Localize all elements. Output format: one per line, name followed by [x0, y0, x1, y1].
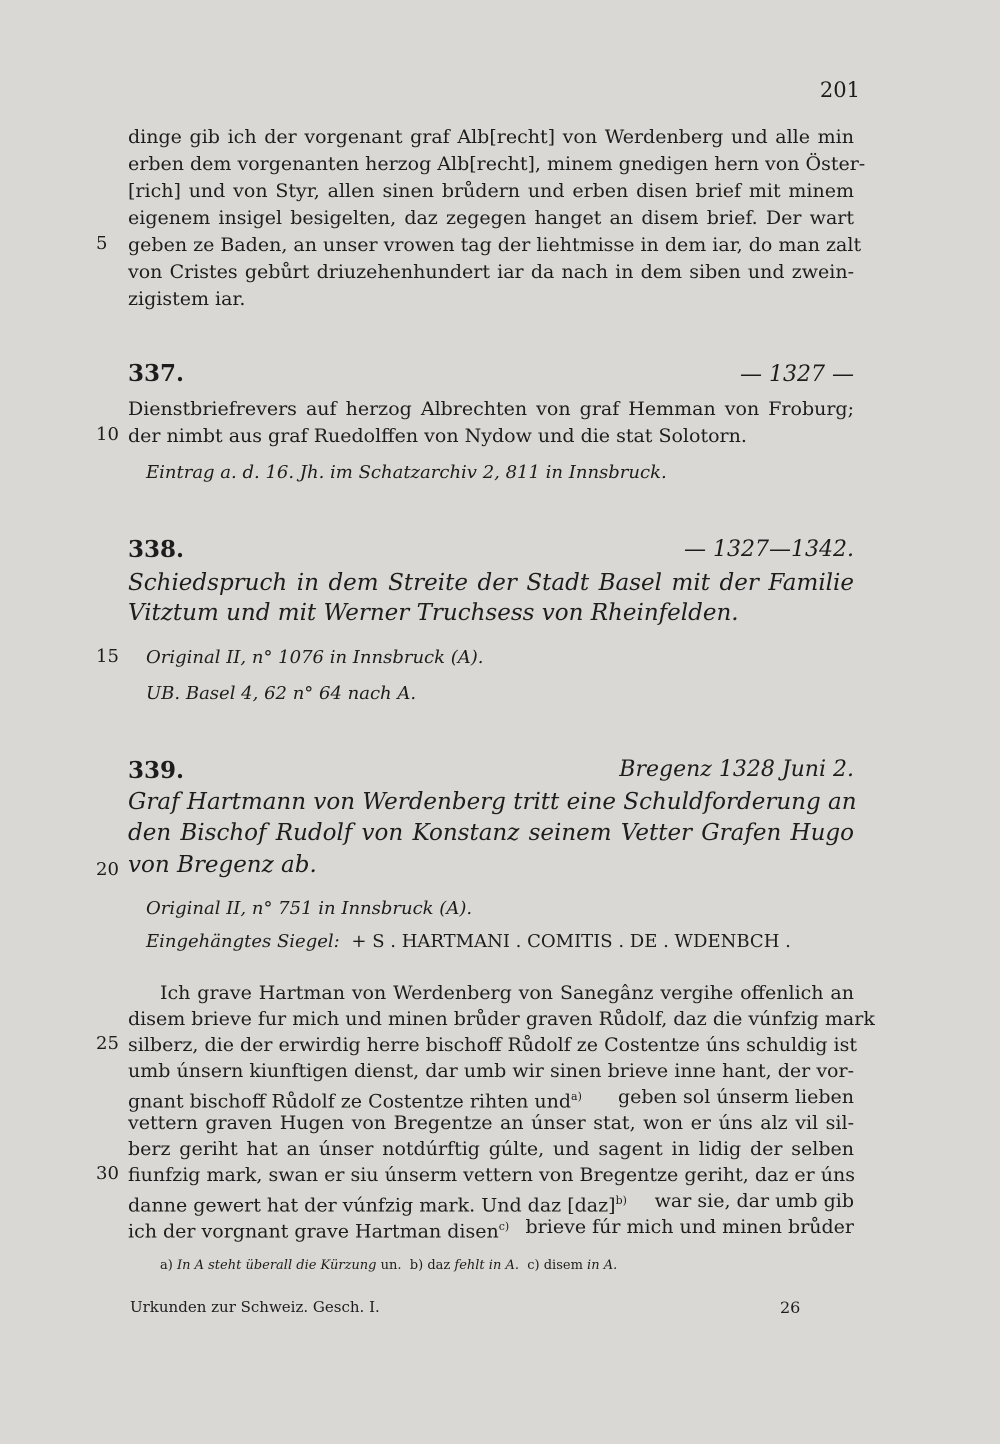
text-line: silberz, die der erwirdig herre bischoff Růdolf ze Costentze úns schuldig ist [128, 1034, 857, 1056]
entry-heading: Vitztum und mit Werner Truchsess von Rheinfelden. [128, 600, 739, 626]
text-line: von Cristes gebůrt driuzehenhundert iar da nach in dem siben und zwein- [128, 261, 854, 283]
footnote-text: In A steht überall die Kürzung [176, 1258, 377, 1273]
line-number: 15 [96, 646, 119, 667]
text-line: vettern graven Hugen von Bregentze an únser stat, won er úns alz vil sil- [128, 1112, 854, 1134]
entry-heading: Graf Hartmann von Werdenberg tritt eine Schuldforderung an [128, 789, 857, 815]
seal-label: Eingehängtes Siegel: [146, 931, 340, 952]
source-note: Eintrag a. d. 16. Jh. im Schatzarchiv 2, 811 in Innsbruck. [146, 462, 667, 483]
line-number: 20 [96, 859, 119, 880]
text-line: der nimbt aus graf Ruedolffen von Nydow und die stat Solotorn. [128, 425, 747, 447]
entry-heading: den Bischof Rudolf von Konstanz seinem Vetter Grafen Hugo [128, 820, 854, 846]
text-line: disem brieve fur mich und minen brůder graven Růdolf, daz die vúnfzig mark [128, 1008, 875, 1030]
source-note: Original II, n° 1076 in Innsbruck (A). [146, 647, 484, 668]
footnote-mark: c) [527, 1258, 540, 1273]
text-segment: geben sol únserm lieben [617, 1086, 854, 1108]
text-segment: ich der vorgnant grave Hartman disen [128, 1220, 499, 1243]
footnote-mark: b) [409, 1258, 424, 1273]
text-line: umb únsern kiunftigen dienst, dar umb wir sinen brieve inne hant, der vor- [128, 1060, 854, 1082]
text-line: geben ze Baden, an unser vrowen tag der liehtmisse in dem iar, do man zalt [128, 234, 862, 256]
text-segment: war sie, dar umb gib [654, 1190, 854, 1212]
text-line: erben dem vorgenanten herzog Alb[recht], minem gnedigen hern von Öster- [128, 153, 866, 175]
footnote-mark: a) [160, 1258, 173, 1273]
text-segment: brieve fúr mich und minen brůder [525, 1216, 854, 1238]
entry-number: 338. [128, 536, 185, 563]
note-mark: c) [498, 1220, 510, 1233]
entry-date: — 1327—1342. [684, 537, 854, 562]
text-line: Dienstbriefrevers auf herzog Albrechten von graf Hemman von Froburg; [128, 398, 854, 420]
footnote-word: un. [380, 1258, 402, 1273]
note-mark: b) [615, 1194, 627, 1207]
text-line-with-note [128, 1214, 854, 1244]
text-line: berz geriht hat an únser notdúrftig gúlte, und sagent in lidig der selben [128, 1138, 854, 1160]
text-line: [rich] und von Styr, allen sinen brůdern und erben disen brief mit minem [128, 180, 854, 202]
note-mark: a) [571, 1090, 582, 1103]
seal-note [146, 931, 791, 952]
entry-heading: von Bregenz ab. [128, 852, 317, 878]
text-segment: danne gewert hat der vúnfzig mark. Und daz [daz] [128, 1194, 616, 1217]
entry-heading: Schiedspruch in dem Streite der Stadt Basel mit der Familie [128, 570, 854, 596]
entry-date: Bregenz 1328 Juni 2. [619, 757, 854, 782]
footnotes [160, 1258, 617, 1273]
text-line: fiunfzig mark, swan er siu únserm vettern von Bregentze geriht, daz er úns [128, 1164, 855, 1186]
page-number: 201 [819, 78, 860, 102]
source-note: UB. Basel 4, 62 n° 64 nach A. [146, 683, 417, 704]
signature-number: 26 [780, 1298, 801, 1317]
text-line: zigistem iar. [128, 288, 246, 310]
line-number: 30 [96, 1163, 119, 1184]
footnote-word: daz [427, 1258, 451, 1273]
text-segment: gnant bischoff Růdolf ze Costentze rihten und [128, 1090, 572, 1113]
entry-number: 337. [128, 360, 185, 387]
source-note: Original II, n° 751 in Innsbruck (A). [146, 898, 473, 919]
line-number: 10 [96, 424, 119, 445]
footnote-text: fehlt in A. [454, 1258, 519, 1273]
entry-date: — 1327 — [740, 362, 854, 387]
text-line: eigenem insigel besigelten, daz zegegen hanget an disem brief. Der wart [128, 207, 854, 229]
footer-title: Urkunden zur Schweiz. Gesch. I. [130, 1298, 380, 1316]
text-line: Ich grave Hartman von Werdenberg von Sanegânz vergihe offenlich an [160, 982, 854, 1004]
line-number: 25 [96, 1033, 119, 1054]
seal-inscription: + S . HARTMANI . COMITIS . DE . WDENBCH . [351, 931, 791, 952]
entry-number: 339. [128, 757, 185, 784]
text-line: dinge gib ich der vorgenant graf Alb[recht] von Werdenberg und alle min [128, 126, 854, 148]
footnote-text: in A. [587, 1258, 618, 1273]
line-number: 5 [96, 233, 108, 254]
footnote-word: disem [543, 1258, 583, 1273]
